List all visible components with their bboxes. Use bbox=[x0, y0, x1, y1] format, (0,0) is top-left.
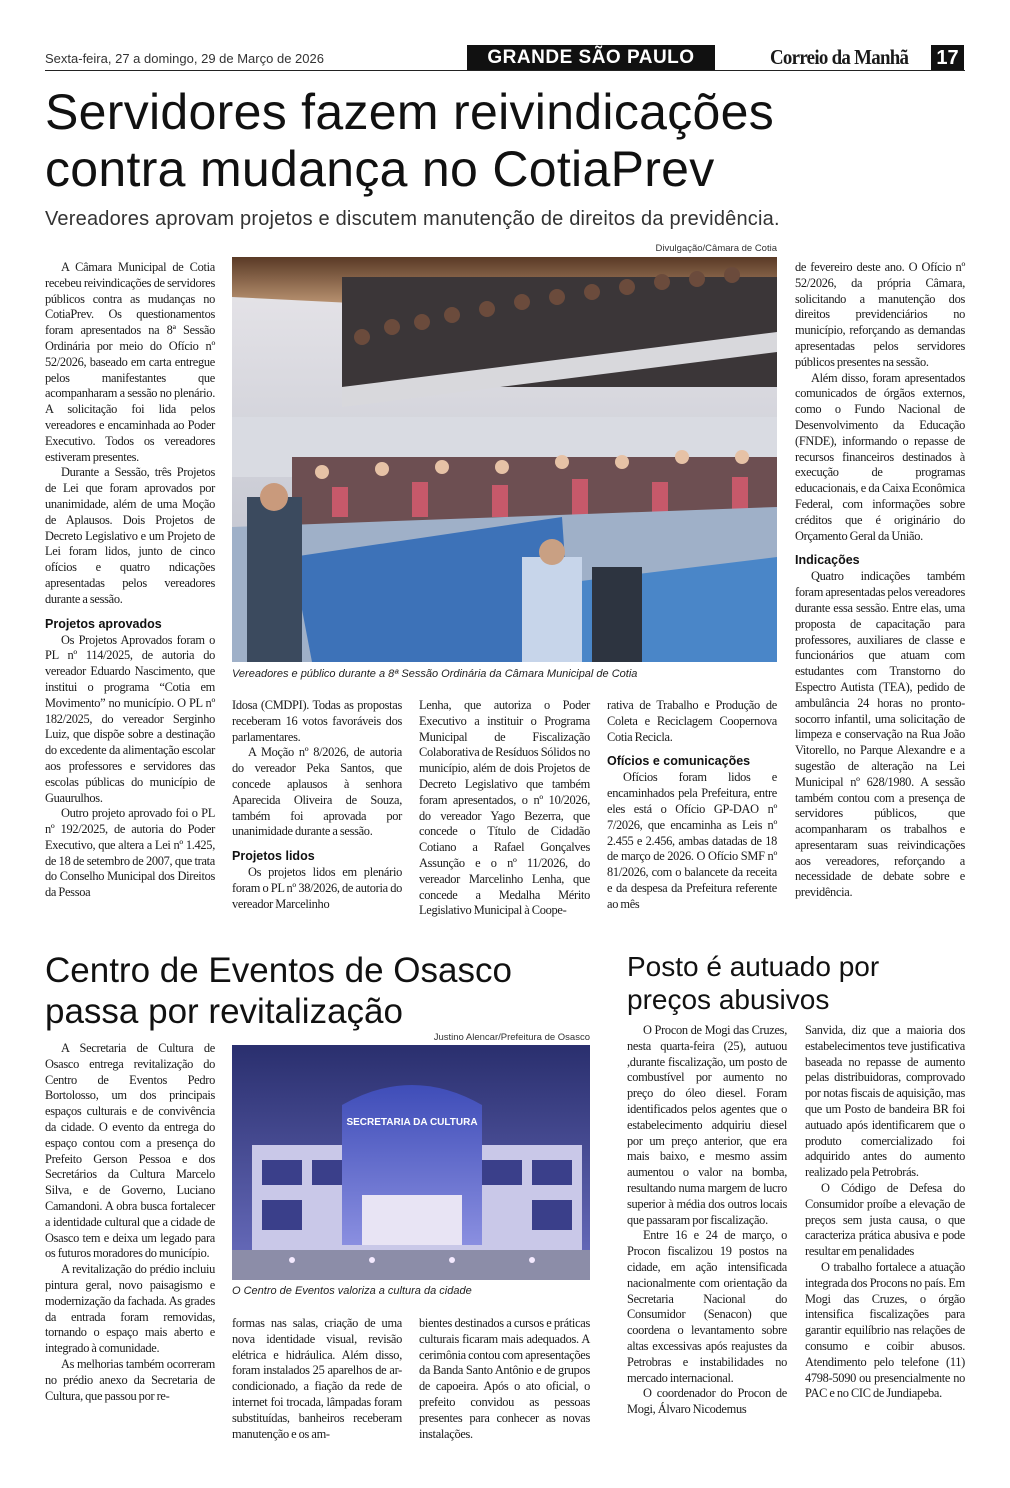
issue-date: Sexta-feira, 27 a domingo, 29 de Março de 2026 bbox=[45, 51, 324, 66]
newspaper-logo: Correio da Manhã bbox=[770, 45, 909, 69]
paragraph: rativa de Trabalho e Produção de Coleta e Reciclagem Coopernova Cotia Recicla. bbox=[607, 698, 777, 744]
headline-line: Centro de Eventos de Osasco bbox=[45, 951, 512, 990]
paragraph: As melhorias também ocorreram no prédio anexo da Secretaria de Cultura, que passou por re- bbox=[45, 1356, 215, 1403]
event-center-photo bbox=[232, 1045, 590, 1280]
article1-column-1 bbox=[45, 260, 215, 901]
photo-credit: Divulgação/Câmara de Cotia bbox=[655, 243, 777, 254]
paragraph: bientes destinados a cursos e práticas culturais ficaram mais adequados. A cerimônia contou com apresentações da Banda Santo Antônio e de grupos de capoeira. Após o ato oficial, o prefeito convidou as pessoas presentes para conhecer as novas instalações. bbox=[419, 1316, 590, 1441]
article2-column-3 bbox=[419, 1316, 590, 1442]
section-heading: Indicações bbox=[795, 553, 860, 568]
headline-line: passa por revitalização bbox=[45, 992, 403, 1031]
article1-column-2 bbox=[232, 698, 402, 913]
paragraph: de fevereiro deste ano. O Ofício nº 52/2026, da própria Câmara, solicitando a manutenção dos direitos previdenciários no município, reforçando as demandas apresentadas pelos servidores públicos presentes na sessão. bbox=[795, 260, 965, 369]
article1-subtitle: Vereadores aprovam projetos e discutem manutenção de direitos da previdência. bbox=[45, 208, 780, 230]
article2-column-1 bbox=[45, 1041, 215, 1404]
photo-caption: O Centro de Eventos valoriza a cultura da cidade bbox=[232, 1285, 472, 1297]
paragraph: formas nas salas, criação de uma nova identidade visual, revisão elétrica e hidráulica. Além disso, foram instalados 25 aparelhos de ar-condicionado, a fiação da rede de internet foi trocada, lâmpadas foram substituídas, banheiros receberam manutenção e os am- bbox=[232, 1316, 402, 1441]
paragraph: A Moção nº 8/2026, de autoria do vereador Peka Santos, que concede aplausos à senhora Aparecida Oliveira de Souza, também foi aprovada por unanimidade durante a sessão. bbox=[232, 745, 402, 839]
photo-caption: Vereadores e público durante a 8ª Sessão Ordinária da Câmara Municipal de Cotia bbox=[232, 668, 638, 680]
article2-column-2 bbox=[232, 1316, 402, 1442]
page-number: 17 bbox=[931, 45, 964, 70]
article1-headline bbox=[45, 84, 965, 198]
article3-column-1 bbox=[627, 1023, 787, 1418]
article1-column-3 bbox=[419, 698, 590, 919]
paragraph: O trabalho fortalece a atuação integrada dos Procons no país. Em Mogi das Cruzes, o órgão intensifica fiscalizações para garantir equilíbrio nas relações de consumo e coibir abusos. Atendimento pelo telefone (11) 4798-5090 ou presencialmente no PAC e no CIC de Jundiapeba. bbox=[805, 1259, 965, 1401]
paragraph: Durante a Sessão, três Projetos de Lei que foram aprovados por unanimidade, além de uma Moção de Aplausos. Dois Projetos de Decreto Legislativo e um Projeto de Lei foram lidos, junto de cinco ofícios e quatro ndicações apresentadas pelos vereadores durante a sessão. bbox=[45, 465, 215, 606]
paragraph: Entre 16 e 24 de março, o Procon fiscalizou 19 postos na cidade, em ação intensificada nacionalmente com orientação da Secretaria Nacional do Consumidor (Senacon) que coordena o levantamento sobre altas excessivas após reajustes da Petrobras e instabilidades no mercado internacional. bbox=[627, 1228, 787, 1385]
council-session-photo bbox=[232, 257, 777, 662]
article3-column-2 bbox=[805, 1023, 965, 1402]
paragraph: A revitalização do prédio incluiu pintura geral, novo paisagismo e modernização da fachada. As grades da entrada foram removidas, tornando o espaço mais aberto e integrado à comunidade. bbox=[45, 1262, 215, 1356]
paragraph: O Procon de Mogi das Cruzes, nesta quarta-feira (25), autuou ,durante fiscalização, um posto de combustível por aumento no preço do óleo diesel. Foram identificados pelos agentes que o estabelecimento adquiriu diesel por um preço anterior, que era mais baixo, e mesmo assim aumentou o valor na bomba, resultando numa margem de lucro superior à média dos outros locais que passaram por fiscalização. bbox=[627, 1023, 787, 1227]
paragraph: Idosa (CMDPI). Todas as propostas receberam 16 votos favoráveis dos parlamentares. bbox=[232, 698, 402, 744]
headline-line: contra mudança no CotiaPrev bbox=[45, 141, 715, 197]
paragraph: Sanvida, diz que a maioria dos estabelecimentos teve justificativa baseada no repasse de aumento pelas distribuidoras, comprovado por notas fiscais de aquisição, mas que um Posto de bandeira BR foi autuado após identificarem que o produto comercializado foi adquirido antes do aumento realizado pela Petrobrás. bbox=[805, 1023, 965, 1180]
paragraph: O coordenador do Procon de Mogi, Álvaro Nicodemus bbox=[627, 1386, 787, 1417]
building-sign: SECRETARIA DA CULTURA bbox=[346, 1117, 478, 1128]
headline-line: preços abusivos bbox=[627, 984, 830, 1015]
headline-line: Posto é autuado por bbox=[627, 951, 880, 982]
paragraph: Lenha, que autoriza o Poder Executivo a instituir o Programa Municipal de Fiscalização Colaborativa de Resíduos Sólidos no município, além de dois Projetos de Decreto Legislativo que também foram apresentados, o nº 10/2026, do vereador Yago Bezerra, que concede o Título de Cidadão Cotiano a Rafael Gonçalves Assunção e o nº 11/2026, do vereador Marcelinho Lenha, que concede a Medalha Mérito Legislativo Municipal à Coope- bbox=[419, 698, 590, 918]
section-heading: Projetos lidos bbox=[232, 849, 315, 864]
section-heading: Ofícios e comunicações bbox=[607, 754, 751, 769]
paragraph: Outro projeto aprovado foi o PL nº 192/2025, de autoria do Poder Executivo, que altera a Lei nº 1.425, de 18 de setembro de 2007, que trata do Conselho Municipal dos Direitos da Pessoa bbox=[45, 806, 215, 900]
section-label: GRANDE SÃO PAULO bbox=[467, 45, 715, 70]
headline-line: Servidores fazem reivindicações bbox=[45, 84, 775, 140]
header-rule bbox=[45, 70, 965, 71]
paragraph: Quatro indicações também foram apresentadas pelos vereadores durante essa sessão. Entre elas, uma proposta de capacitação para professores, auxiliares de classe e funcionários que atuam com estudantes com Transtorno do Espectro Autista (TEA), pedido de ambulância 24 horas no pronto-socorro infantil, uma solicitação de limpeza e conservação na Rua João Vitorello, no Parque Alexandre e a sugestão de alteração na Lei Municipal nº 628/1980. A sessão também contou com a presença de servidores públicos, que acompanharam os trabalhos e apresentaram suas reivindicações aos vereadores, reforçando a necessidade de debate sobre e previdência. bbox=[795, 569, 965, 900]
paragraph: Os Projetos Aprovados foram o PL nº 114/2025, de autoria do vereador Eduardo Nascimento, que institui o programa “Cotia em Movimento” no município. O PL nº 182/2025, do vereador Serginho Luiz, que dispõe sobre a destinação do excedente da alimentação escolar aos professores e servidores das escolas públicas do município de Guaurulhos. bbox=[45, 632, 215, 805]
paragraph: Além disso, foram apresentados comunicados de órgãos externos, como o Fundo Nacional de Desenvolvimento da Educação (FNDE), informando o repasse de recursos financeiros destinados à execução de programas educacionais, e da Caixa Econômica Federal, com informações sobre créditos que é originário do Orçamento Geral da União. bbox=[795, 370, 965, 543]
paragraph: Ofícios foram lidos e encaminhados pela Prefeitura, entre eles está o Ofício GP-DAO nº 7/2026, que encaminha as Leis nº 2.455 e 2.456, ambas datadas de 18 de março de 2026. O Ofício SMF nº 81/2026, com o balancete da receita e da despesa da Prefeitura referente ao mês bbox=[607, 770, 777, 911]
article1-column-5 bbox=[795, 260, 965, 901]
article3-headline bbox=[627, 950, 967, 1016]
paragraph: Os projetos lidos em plenário foram o PL nº 38/2026, de autoria do vereador Marcelinho bbox=[232, 865, 402, 911]
article2-headline bbox=[45, 950, 605, 1032]
paragraph: A Secretaria de Cultura de Osasco entrega revitalização do Centro de Eventos Pedro Bortolosso, um dos principais espaços culturais e de convivência da cidade. O evento da entrega do espaço contou com a presença do Prefeito Gerson Pessoa e dos Secretários da Cultura Marcelo Silva, e de Governo, Luciano Camandoni. A obra busca fortalecer a identidade cultural que a cidade de Osasco tem e deixa um legado para os futuros moradores do município. bbox=[45, 1041, 215, 1261]
section-heading: Projetos aprovados bbox=[45, 616, 162, 631]
article1-column-4 bbox=[607, 698, 777, 913]
photo-credit: Justino Alencar/Prefeitura de Osasco bbox=[433, 1032, 590, 1043]
paragraph: A Câmara Municipal de Cotia recebeu reivindicações de servidores públicos contra as mudanças no CotiaPrev. Os questionamentos foram apresentados na 8ª Sessão Ordinária por meio do Ofício nº 52/2026, baseado em carta entregue pelos manifestantes que acompanharam a sessão no plenário. A solicitação foi lida pelos vereadores e encaminhada ao Poder Executivo. Todos os vereadores estiveram presentes. bbox=[45, 260, 215, 464]
paragraph: O Código de Defesa do Consumidor proíbe a elevação de preços sem justa causa, o que caracteriza prática abusiva e pode resultar em penalidades bbox=[805, 1180, 965, 1259]
